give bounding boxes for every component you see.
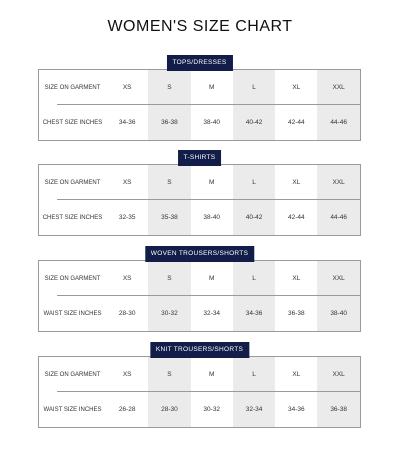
size-cell: S: [148, 165, 190, 200]
row-header: WAIST SIZE INCHES: [43, 406, 102, 413]
measurement-cell: 36-38: [317, 392, 359, 427]
size-cell: XXL: [317, 261, 359, 296]
table-row: [39, 261, 360, 296]
measurement-cell: 34-36: [288, 406, 305, 413]
size-cell: M: [209, 179, 215, 186]
row-header: SIZE ON GARMENT: [44, 179, 101, 186]
measurement-cell: 35-38: [148, 200, 190, 235]
section-label: WOVEN TROUSERS/SHORTS: [145, 246, 254, 262]
row-header: SIZE ON GARMENT: [44, 84, 101, 91]
table-row: [39, 200, 360, 235]
measurement-cell: 36-38: [288, 310, 305, 317]
table-row: [39, 296, 360, 331]
size-cell: S: [148, 261, 190, 296]
size-cell: L: [233, 165, 275, 200]
size-cell: XS: [122, 275, 132, 282]
table-row: [39, 105, 360, 140]
measurement-cell: 32-34: [233, 392, 275, 427]
size-cell: M: [209, 371, 215, 378]
measurement-cell: 36-38: [148, 105, 190, 140]
measurement-cell: 32-35: [118, 214, 136, 221]
measurement-cell: 40-42: [233, 200, 275, 235]
table-row: [39, 70, 360, 105]
size-cell: M: [209, 84, 215, 91]
row-header: SIZE ON GARMENT: [44, 275, 101, 282]
measurement-cell: 34-36: [233, 296, 275, 331]
measurement-cell: 44-46: [317, 105, 359, 140]
measurement-cell: 44-46: [317, 200, 359, 235]
size-cell: XS: [122, 84, 132, 91]
size-table: [38, 69, 361, 141]
size-cell: S: [148, 357, 190, 392]
measurement-cell: 38-40: [203, 119, 221, 126]
size-cell: XL: [292, 275, 301, 282]
size-cell: XXL: [317, 357, 359, 392]
measurement-cell: 28-30: [118, 310, 136, 317]
size-cell: M: [209, 275, 215, 282]
size-cell: L: [233, 357, 275, 392]
measurement-cell: 32-34: [203, 310, 221, 317]
row-header: WAIST SIZE INCHES: [43, 310, 102, 317]
size-table: [38, 356, 361, 428]
section-label: KNIT TROUSERS/SHORTS: [150, 342, 249, 358]
size-cell: XL: [292, 84, 301, 91]
measurement-cell: 42-44: [288, 119, 305, 126]
measurement-cell: 42-44: [288, 214, 305, 221]
size-table: [38, 260, 361, 332]
measurement-cell: 38-40: [203, 214, 221, 221]
size-cell: L: [233, 70, 275, 105]
measurement-cell: 26-28: [118, 406, 136, 413]
measurement-cell: 40-42: [233, 105, 275, 140]
measurement-cell: 30-32: [203, 406, 221, 413]
page-title: WOMEN'S SIZE CHART: [107, 18, 293, 35]
size-cell: XS: [122, 179, 132, 186]
size-cell: XL: [292, 371, 301, 378]
row-header: CHEST SIZE INCHES: [42, 119, 103, 126]
table-row: [39, 357, 360, 392]
size-cell: L: [233, 261, 275, 296]
table-row: [39, 392, 360, 427]
table-row: [39, 165, 360, 200]
size-cell: XS: [122, 371, 132, 378]
measurement-cell: 38-40: [317, 296, 359, 331]
row-header: CHEST SIZE INCHES: [42, 214, 103, 221]
size-table: [38, 164, 361, 236]
size-cell: XXL: [317, 165, 359, 200]
measurement-cell: 28-30: [148, 392, 190, 427]
measurement-cell: 34-36: [118, 119, 136, 126]
size-cell: S: [148, 70, 190, 105]
size-cell: XXL: [317, 70, 359, 105]
row-header: SIZE ON GARMENT: [44, 371, 101, 378]
measurement-cell: 30-32: [148, 296, 190, 331]
section-label: TOPS/DRESSES: [166, 55, 232, 71]
size-cell: XL: [292, 179, 301, 186]
section-label: T-SHIRTS: [178, 150, 222, 166]
